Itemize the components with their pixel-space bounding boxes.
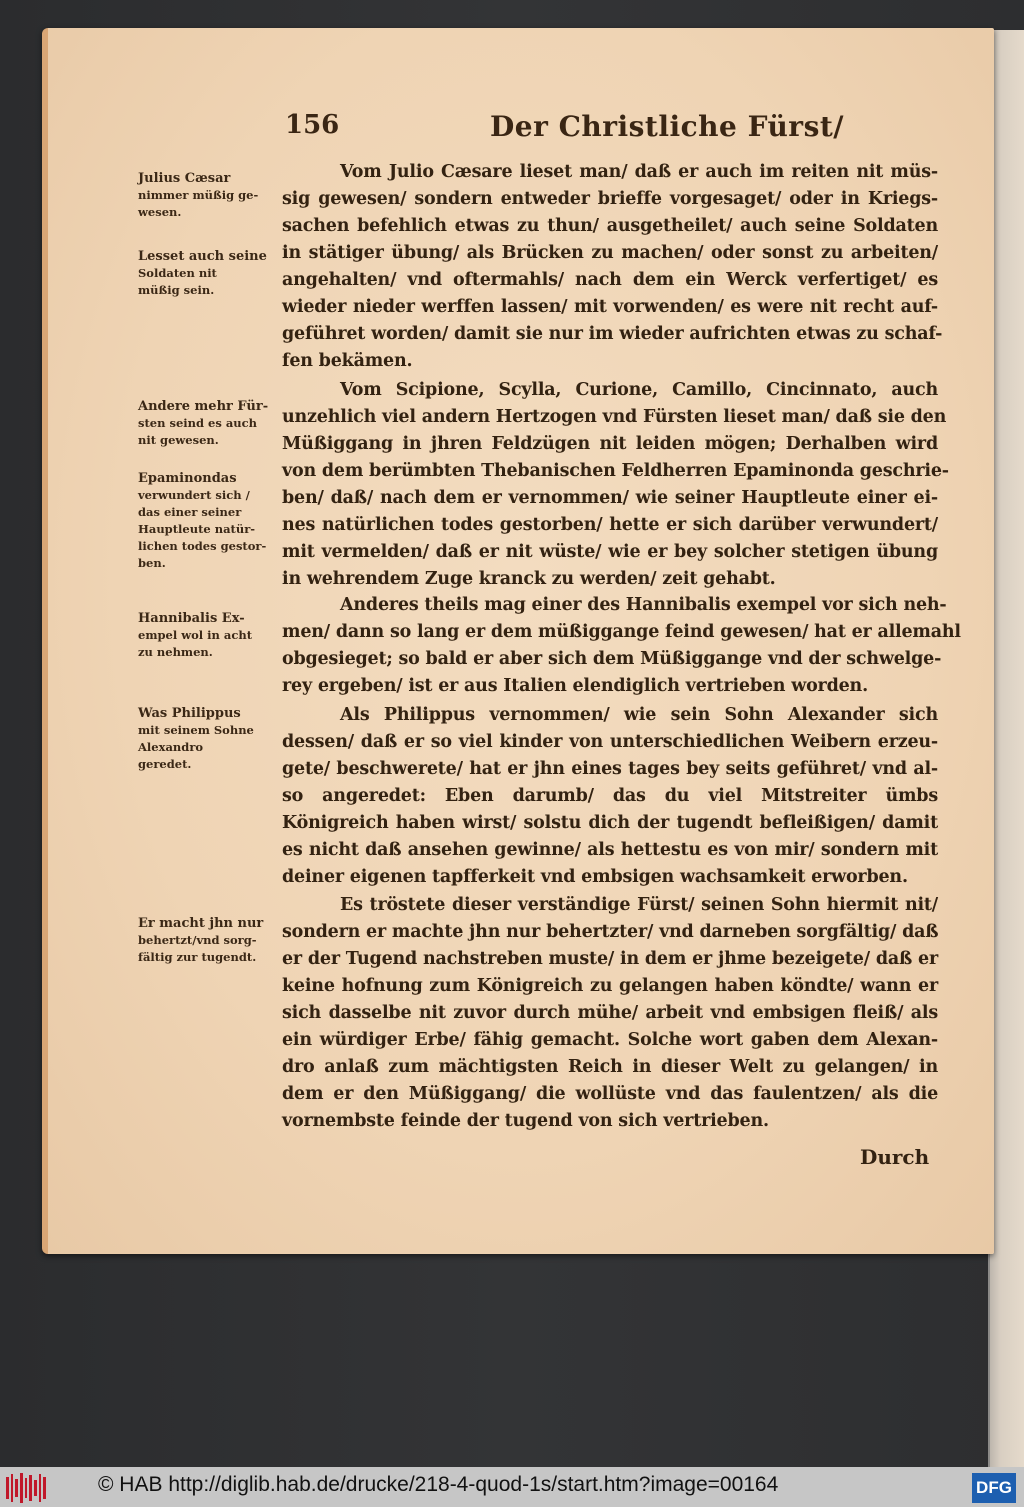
- margin-note-line: verwundert sich /: [138, 488, 250, 502]
- text-line: vornembste feinde der tugend von sich vertrieben.: [282, 1111, 769, 1131]
- text-line: ein würdiger Erbe/ fähig gemacht. Solche wort gaben dem Alexan-: [282, 1030, 938, 1050]
- copyright-credit-link[interactable]: © HAB http://diglib.hab.de/drucke/218-4-quod-1s/start.htm?image=00164: [98, 1473, 779, 1496]
- margin-note-line: Hannibalis Ex-: [138, 611, 245, 626]
- dfg-logo-icon[interactable]: DFG: [972, 1473, 1016, 1503]
- page-number: 156: [285, 110, 340, 140]
- text-line: Es tröstete dieser verständige Fürst/ seinen Sohn hiermit nit/: [340, 895, 938, 915]
- text-line: wieder nieder werffen lassen/ mit vorwenden/ es were nit recht auf-: [282, 297, 938, 317]
- running-head: Der Christliche Fürst/: [490, 110, 844, 143]
- text-line: keine hofnung zum Königreich zu gelangen haben köndte/ wann er: [282, 976, 938, 996]
- margin-note: [138, 915, 278, 966]
- margin-note: [138, 170, 278, 221]
- text-line: Anderes theils mag einer des Hannibalis exempel vor sich neh-: [340, 595, 947, 615]
- margin-note-line: Julius Cæsar: [138, 171, 231, 186]
- margin-note-line: zu nehmen.: [138, 645, 213, 659]
- text-line: unzehlich viel andern Hertzogen vnd Fürsten lieset man/ daß sie den: [282, 407, 947, 427]
- margin-note-line: nit gewesen.: [138, 433, 219, 447]
- text-line: sich dasselbe nit zuvor durch mühe/ arbeit vnd embsigen fleiß/ als: [282, 1003, 938, 1023]
- text-line: in stätiger übung/ als Brücken zu machen/ oder sonst zu arbeiten/: [282, 243, 938, 263]
- text-line: gete/ beschwerete/ hat er jhn eines tages bey seits geführet/ vnd al-: [282, 759, 938, 779]
- text-line: fen bekämen.: [282, 351, 413, 371]
- margin-note-line: Hauptleute natür-: [138, 522, 256, 536]
- text-line: von dem berümbten Thebanischen Feldherren Epaminonda geschrie-: [282, 461, 949, 481]
- text-line: dessen/ daß er so viel kinder von unterschiedlichen Weibern erzeu-: [282, 732, 938, 752]
- text-line: sachen befehlich etwas zu thun/ ausgetheilet/ auch seine Soldaten: [282, 216, 938, 236]
- margin-note-line: das einer seiner: [138, 505, 242, 519]
- text-line: es nicht daß ansehen gewinne/ als hettestu es von mir/ sondern mit: [282, 840, 938, 860]
- text-line: dem er den Müßiggang/ die wollüste vnd das faulentzen/ als die: [282, 1084, 938, 1104]
- text-line: sondern er machte jhn nur behertzter/ vnd darneben sorgfältig/ daß: [282, 922, 939, 942]
- margin-note-line: Andere mehr Für-: [138, 399, 269, 414]
- text-line: geführet worden/ damit sie nur im wieder aufrichten etwas zu schaf-: [282, 324, 943, 344]
- margin-note-line: Soldaten nit: [138, 266, 217, 280]
- margin-note-line: ben.: [138, 556, 166, 570]
- margin-note: [138, 248, 278, 299]
- margin-note: [138, 705, 278, 773]
- footer-bar: [0, 1467, 1024, 1507]
- text-line: obgesieget; so bald er aber sich dem Müßiggange vnd der schwelge-: [282, 649, 942, 669]
- text-line: Königreich haben wirst/ solstu dich der tugendt befleißigen/ damit: [282, 813, 938, 833]
- margin-note-line: sten seind es auch: [138, 416, 258, 430]
- margin-note-line: empel wol in acht: [138, 628, 253, 642]
- margin-note-line: müßig sein.: [138, 283, 215, 297]
- text-line: so angeredet: Eben darumb/ das du viel Mitstreiter ümbs: [282, 786, 938, 806]
- text-line: er der Tugend nachstreben muste/ in dem er jhme bezeigete/ daß er: [282, 949, 938, 969]
- text-line: in wehrendem Zuge kranck zu werden/ zeit gehabt.: [282, 569, 776, 589]
- margin-note-line: fältig zur tugendt.: [138, 950, 257, 964]
- margin-note-line: nimmer müßig ge-: [138, 188, 259, 202]
- text-line: sig gewesen/ sondern entweder brieffe vorgesaget/ oder in Kriegs-: [282, 189, 938, 209]
- page-header: [0, 110, 1024, 150]
- text-line: Vom Scipione, Scylla, Curione, Camillo, Cincinnato, auch: [340, 380, 938, 400]
- margin-note: [138, 470, 278, 572]
- margin-note-line: lichen todes gestor-: [138, 539, 267, 553]
- text-line: mit vermelden/ daß er nit wüste/ wie er bey solcher stetigen übung: [282, 542, 938, 562]
- margin-note-line: mit seinem Sohne: [138, 723, 254, 737]
- margin-note-line: Lesset auch seine: [138, 249, 267, 264]
- text-line: men/ dann so lang er dem müßiggange feind gewesen/ hat er allemahl: [282, 622, 961, 642]
- text-line: deiner eigenen tapfferkeit vnd embsigen wachsamkeit erworben.: [282, 867, 908, 887]
- margin-note-line: Was Philippus: [138, 706, 241, 721]
- margin-note: [138, 610, 278, 661]
- margin-note-line: behertzt/vnd sorg-: [138, 933, 257, 947]
- text-line: ben/ daß/ nach dem er vernommen/ wie seiner Hauptleute einer ei-: [282, 488, 938, 508]
- margin-note: [138, 398, 278, 449]
- margin-note-line: Er macht jhn nur: [138, 916, 264, 931]
- text-line: nes natürlichen todes gestorben/ hette er sich darüber verwundert/: [282, 515, 938, 535]
- hab-logo-icon[interactable]: [6, 1473, 46, 1503]
- text-line: dro anlaß zum mächtigsten Reich in dieser Welt zu gelangen/ in: [282, 1057, 938, 1077]
- text-line: angehalten/ vnd oftermahls/ nach dem ein Werck verfertiget/ es: [282, 270, 938, 290]
- margin-note-line: Epaminondas: [138, 471, 237, 486]
- text-line: Müßiggang in jhren Feldzügen nit leiden mögen; Derhalben wird: [282, 434, 938, 454]
- text-line: Vom Julio Cæsare lieset man/ daß er auch im reiten nit müs-: [340, 162, 938, 182]
- text-line: rey ergeben/ ist er aus Italien elendiglich vertrieben worden.: [282, 676, 868, 696]
- margin-note-line: wesen.: [138, 205, 182, 219]
- catchword: Durch: [860, 1145, 930, 1169]
- text-line: Als Philippus vernommen/ wie sein Sohn Alexander sich: [340, 705, 938, 725]
- margin-note-line: geredet.: [138, 757, 192, 771]
- margin-note-line: Alexandro: [138, 740, 204, 754]
